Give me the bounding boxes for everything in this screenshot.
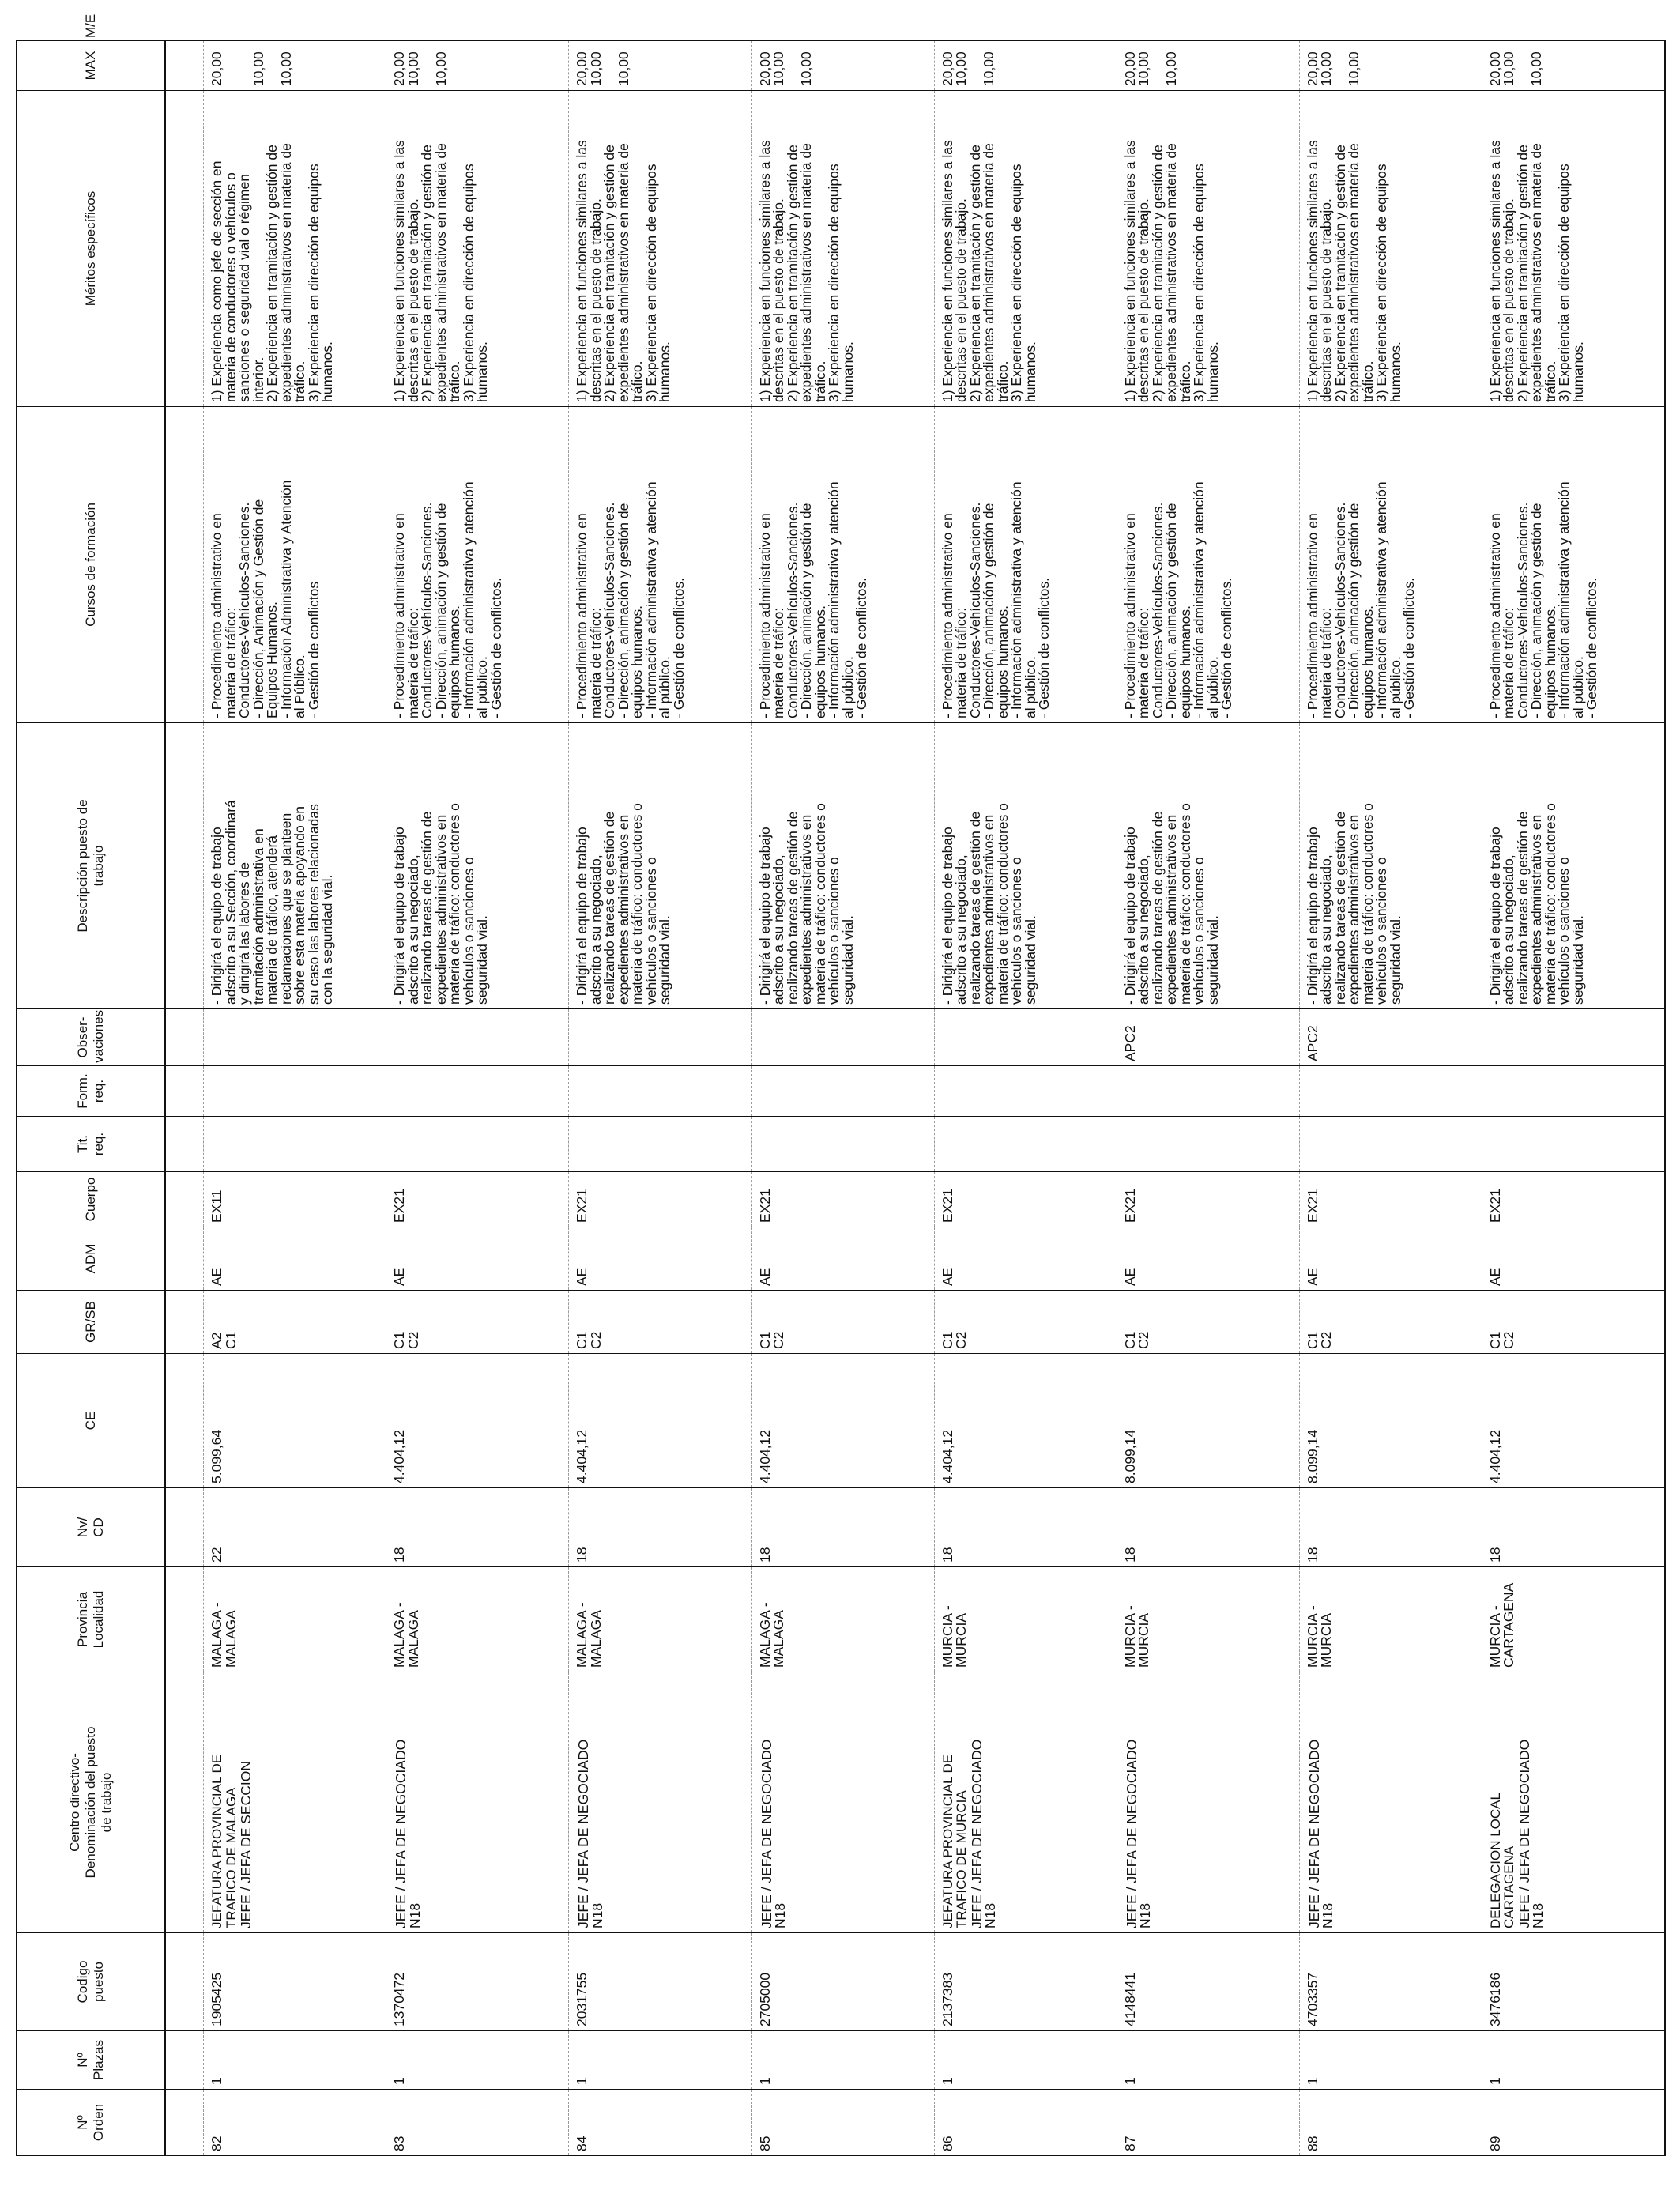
cell-tit <box>1299 1117 1482 1172</box>
cell-provincia: MURCIA - MURCIA <box>934 1567 1117 1672</box>
cell-adm: AE <box>1482 1227 1665 1291</box>
cell-grupo: C1 C2 <box>1482 1291 1665 1354</box>
table-row <box>569 41 751 2156</box>
header-form: Form. req. <box>17 1066 165 1117</box>
cell-provincia: MURCIA - MURCIA <box>1117 1567 1299 1672</box>
cell-codigo: 2705000 <box>751 1933 934 2031</box>
cell-grupo: C1 C2 <box>751 1291 934 1354</box>
cell-orden: 84 <box>569 2090 751 2156</box>
cell-orden: 85 <box>751 2090 934 2156</box>
cell-unidad: DELEGACION LOCAL CARTAGENA <box>1487 1793 1517 1928</box>
cell-meritos: 1) Experiencia en funciones similares a las descritas en el puesto de trabajo. 2) Experiencia en tramitación y gestión de expedientes administrativos en materia de tráfico. 3) Experiencia en dirección de equipos humanos. <box>1482 91 1665 407</box>
cell-form <box>1482 1066 1665 1117</box>
table-body <box>165 41 1665 2156</box>
cell-cursos: - Procedimiento administrativo en materia de tráfico: Conductores-Vehículos-Sanciones. - Dirección, animación y gestión de equipos humanos. - Información administrativa y atención al público. - Gestión de conflictos. <box>1117 407 1299 723</box>
header-ce: CE <box>17 1354 165 1488</box>
header-row: Nº Orden Nº Plazas Codigo puesto Centro directivo- Denominación del puesto de trabajo Provincia Localidad Nv/ CD CE GR/SB ADM Cuerpo Tit. req. Form. req. Obser- vaciones Descripción puesto de trabajo Cursos de formación Méritos específicos MAX M/E <box>17 41 165 2156</box>
cell-ce: 4.404,12 <box>386 1354 569 1488</box>
cell-cursos: - Procedimiento administrativo en materia de tráfico: Conductores-Vehículos-Sanciones. - Dirección, animación y gestión de equipos humanos. - Información administrativa y atención al público. - Gestión de conflictos. <box>569 407 751 723</box>
cell-observaciones <box>204 1009 386 1066</box>
cell-orden: 88 <box>1299 2090 1482 2156</box>
cell-descripcion: - Dirigirá el equipo de trabajo adscrito a su negociado, realizando tareas de gestión de expedientes administrativos en materia de tráfico: conductores o vehículos o sanciones o seguridad vial. <box>1482 723 1665 1009</box>
cell-plazas: 1 <box>1299 2031 1482 2090</box>
cell-nivel: 18 <box>1117 1488 1299 1567</box>
cell-nivel: 18 <box>1482 1488 1665 1567</box>
cell-max: 20,00 10,00 10,00 <box>569 41 751 91</box>
cell-ce: 5.099,64 <box>204 1354 386 1488</box>
header-grupo: GR/SB <box>17 1291 165 1354</box>
cell-tit <box>569 1117 751 1172</box>
cell-centro <box>1482 1672 1665 1933</box>
table-row <box>1299 41 1482 2156</box>
cell-cursos: - Procedimiento administrativo en materia de tráfico: Conductores-Vehículos-Sanciones. - Dirección, animación y gestión de equipos humanos. - Información administrativa y atención al público. - Gestión de conflictos. <box>751 407 934 723</box>
header-tit: Tit. req. <box>17 1117 165 1172</box>
cell-unidad: JEFATURA PROVINCIAL DE TRAFICO DE MALAGA <box>209 1754 239 1928</box>
cell-form <box>204 1066 386 1117</box>
cell-orden: 87 <box>1117 2090 1299 2156</box>
cell-codigo: 1905425 <box>204 1933 386 2031</box>
cell-orden: 86 <box>934 2090 1117 2156</box>
cell-descripcion: - Dirigirá el equipo de trabajo adscrito a su negociado, realizando tareas de gestión de expedientes administrativos en materia de tráfico: conductores o vehículos o sanciones o seguridad vial. <box>751 723 934 1009</box>
cell-cursos: - Procedimiento administrativo en materia de tráfico: Conductores-Vehículos-Sanciones. - Dirección, Animación y Gestión de Equipos Humanos. - Información Administrativa y Atención al Público. - Gestión de conflictos <box>204 407 386 723</box>
cell-nivel: 18 <box>569 1488 751 1567</box>
cell-centro <box>751 1672 934 1933</box>
cell-orden: 82 <box>204 2090 386 2156</box>
cell-form <box>569 1066 751 1117</box>
cell-form <box>1117 1066 1299 1117</box>
table-row <box>386 41 569 2156</box>
cell-cuerpo: EX21 <box>1117 1172 1299 1227</box>
cell-nivel: 18 <box>386 1488 569 1567</box>
header-plazas: Nº Plazas <box>17 2031 165 2090</box>
cell-max: 20,00 10,00 10,00 <box>1299 41 1482 91</box>
cell-descripcion: - Dirigirá el equipo de trabajo adscrito a su negociado, realizando tareas de gestión de expedientes administrativos en materia de tráfico: conductores o vehículos o sanciones o seguridad vial. <box>569 723 751 1009</box>
cell-ce: 8.099,14 <box>1299 1354 1482 1488</box>
cell-tit <box>1117 1117 1299 1172</box>
cell-max: 20,00 10,00 10,00 <box>1482 41 1665 91</box>
cell-plazas: 1 <box>1482 2031 1665 2090</box>
blank-spacer-row <box>165 41 204 2156</box>
cell-tit <box>204 1117 386 1172</box>
cell-plazas: 1 <box>1117 2031 1299 2090</box>
cell-codigo: 2137383 <box>934 1933 1117 2031</box>
cell-grupo: C1 C2 <box>569 1291 751 1354</box>
cell-descripcion: - Dirigirá el equipo de trabajo adscrito a su negociado, realizando tareas de gestión de expedientes administrativos en materia de tráfico: conductores o vehículos o sanciones o seguridad vial. <box>1117 723 1299 1009</box>
header-orden: Nº Orden <box>17 2090 165 2156</box>
cell-puesto: JEFE / JEFA DE NEGOCIADO N18 <box>1305 1739 1336 1928</box>
cell-centro <box>204 1672 386 1933</box>
cell-meritos: 1) Experiencia como jefe de sección en materia de conductores o vehículos o sanciones o seguridad vial o régimen interior. 2) Experiencia en tramitación y gestión de expedientes administrativos en materia de tráfico. 3) Experiencia en dirección de equipos humanos. <box>204 91 386 407</box>
cell-observaciones <box>934 1009 1117 1066</box>
cell-plazas: 1 <box>569 2031 751 2090</box>
cell-adm: AE <box>569 1227 751 1291</box>
cell-max: 20,00 10,00 10,00 <box>1117 41 1299 91</box>
header-cursos: Cursos de formación <box>17 407 165 723</box>
cell-grupo: C1 C2 <box>386 1291 569 1354</box>
cell-max: 20,00 10,00 10,00 <box>751 41 934 91</box>
cell-adm: AE <box>1117 1227 1299 1291</box>
cell-adm: AE <box>751 1227 934 1291</box>
header-provincia: Provincia Localidad <box>17 1567 165 1672</box>
cell-meritos: 1) Experiencia en funciones similares a las descritas en el puesto de trabajo. 2) Experiencia en tramitación y gestión de expedientes administrativos en materia de tráfico. 3) Experiencia en dirección de equipos humanos. <box>1299 91 1482 407</box>
cell-meritos: 1) Experiencia en funciones similares a las descritas en el puesto de trabajo. 2) Experiencia en tramitación y gestión de expedientes administrativos en materia de tráfico. 3) Experiencia en dirección de equipos humanos. <box>1117 91 1299 407</box>
header-cuerpo: Cuerpo <box>17 1172 165 1227</box>
table-row <box>751 41 934 2156</box>
cell-cursos: - Procedimiento administrativo en materia de tráfico: Conductores-Vehículos-Sanciones. - Dirección, animación y gestión de equipos humanos. - Información administrativa y atención al público. - Gestión de conflictos. <box>386 407 569 723</box>
cell-max: 20,00 10,00 10,00 <box>934 41 1117 91</box>
cell-form <box>386 1066 569 1117</box>
cell-puesto: JEFE / JEFA DE NEGOCIADO N18 <box>968 1739 999 1928</box>
cell-observaciones <box>569 1009 751 1066</box>
cell-cuerpo: EX21 <box>386 1172 569 1227</box>
table-row <box>1117 41 1299 2156</box>
cell-centro <box>1117 1672 1299 1933</box>
cell-centro <box>386 1672 569 1933</box>
cell-codigo: 3476186 <box>1482 1933 1665 2031</box>
cell-grupo: C1 C2 <box>1117 1291 1299 1354</box>
cell-centro <box>569 1672 751 1933</box>
cell-puesto: JEFE / JEFA DE NEGOCIADO N18 <box>575 1739 605 1928</box>
table-row <box>934 41 1117 2156</box>
cell-ce: 4.404,12 <box>1482 1354 1665 1488</box>
cell-codigo: 4703357 <box>1299 1933 1482 2031</box>
cell-orden: 89 <box>1482 2090 1665 2156</box>
cell-tit <box>934 1117 1117 1172</box>
cell-descripcion: - Dirigirá el equipo de trabajo adscrito a su negociado, realizando tareas de gestión de expedientes administrativos en materia de tráfico: conductores o vehículos o sanciones o seguridad vial. <box>934 723 1117 1009</box>
cell-meritos: 1) Experiencia en funciones similares a las descritas en el puesto de trabajo. 2) Experiencia en tramitación y gestión de expedientes administrativos en materia de tráfico. 3) Experiencia en dirección de equipos humanos. <box>386 91 569 407</box>
cell-observaciones: APC2 <box>1299 1009 1482 1066</box>
cell-grupo: C1 C2 <box>934 1291 1117 1354</box>
cell-plazas: 1 <box>204 2031 386 2090</box>
cell-provincia: MALAGA - MALAGA <box>386 1567 569 1672</box>
cell-codigo: 4148441 <box>1117 1933 1299 2031</box>
cell-ce: 8.099,14 <box>1117 1354 1299 1488</box>
cell-codigo: 2031755 <box>569 1933 751 2031</box>
cell-puesto: JEFE / JEFA DE SECCION <box>238 1761 254 1928</box>
cell-cursos: - Procedimiento administrativo en materia de tráfico: Conductores-Vehículos-Sanciones. - Dirección, animación y gestión de equipos humanos. - Información administrativa y atención al público. - Gestión de conflictos. <box>1482 407 1665 723</box>
header-adm: ADM <box>17 1227 165 1291</box>
table-row <box>1482 41 1665 2156</box>
header-meritos: Méritos específicos <box>17 91 165 407</box>
cell-cuerpo: EX21 <box>751 1172 934 1227</box>
cell-ce: 4.404,12 <box>751 1354 934 1488</box>
job-positions-table <box>16 13 1666 2156</box>
cell-puesto: JEFE / JEFA DE NEGOCIADO N18 <box>393 1739 423 1928</box>
cell-observaciones <box>1482 1009 1665 1066</box>
cell-ce: 4.404,12 <box>934 1354 1117 1488</box>
cell-centro <box>934 1672 1117 1933</box>
cell-cursos: - Procedimiento administrativo en materia de tráfico: Conductores-Vehículos-Sanciones. - Dirección, animación y gestión de equipos humanos. - Información administrativa y atención al público. - Gestión de conflictos. <box>934 407 1117 723</box>
cell-tit <box>751 1117 934 1172</box>
cell-provincia: MALAGA - MALAGA <box>751 1567 934 1672</box>
header-observaciones: Obser- vaciones <box>17 1009 165 1066</box>
cell-provincia: MALAGA - MALAGA <box>204 1567 386 1672</box>
cell-meritos: 1) Experiencia en funciones similares a las descritas en el puesto de trabajo. 2) Experiencia en tramitación y gestión de expedientes administrativos en materia de tráfico. 3) Experiencia en dirección de equipos humanos. <box>569 91 751 407</box>
cell-form <box>751 1066 934 1117</box>
cell-grupo: C1 C2 <box>1299 1291 1482 1354</box>
cell-form <box>934 1066 1117 1117</box>
cell-adm: AE <box>1299 1227 1482 1291</box>
cell-max: 20,00 10,00 10,00 <box>204 41 386 91</box>
cell-grupo: A2 C1 <box>204 1291 386 1354</box>
cell-unidad: JEFATURA PROVINCIAL DE TRAFICO DE MURCIA <box>940 1754 970 1928</box>
header-nivel: Nv/ CD <box>17 1488 165 1567</box>
cell-nivel: 18 <box>751 1488 934 1567</box>
cell-cursos: - Procedimiento administrativo en materia de tráfico: Conductores-Vehículos-Sanciones. - Dirección, animación y gestión de equipos humanos. - Información administrativa y atención al público. - Gestión de conflictos. <box>1299 407 1482 723</box>
table-row <box>204 41 386 2156</box>
cell-observaciones <box>386 1009 569 1066</box>
cell-cuerpo: EX21 <box>1299 1172 1482 1227</box>
cell-provincia: MALAGA - MALAGA <box>569 1567 751 1672</box>
cell-descripcion: - Dirigirá el equipo de trabajo adscrito a su negociado, realizando tareas de gestión de expedientes administrativos en materia de tráfico: conductores o vehículos o sanciones o seguridad vial. <box>386 723 569 1009</box>
cell-observaciones <box>751 1009 934 1066</box>
cell-tit <box>386 1117 569 1172</box>
cell-plazas: 1 <box>934 2031 1117 2090</box>
cell-provincia: MURCIA - MURCIA <box>1299 1567 1482 1672</box>
header-descripcion: Descripción puesto de trabajo <box>17 723 165 1009</box>
cell-ce: 4.404,12 <box>569 1354 751 1488</box>
cell-nivel: 22 <box>204 1488 386 1567</box>
cell-descripcion: - Dirigirá el equipo de trabajo adscrito a su negociado, realizando tareas de gestión de expedientes administrativos en materia de tráfico: conductores o vehículos o sanciones o seguridad vial. <box>1299 723 1482 1009</box>
cell-descripcion: - Dirigirá el equipo de trabajo adscrito a su Sección, coordinará y dirigirá las labores de tramitación administrativa en materia de tráfico, atenderá reclamaciones que se planteen sobre esta materia apoyando en su caso las labores relacionadas con la seguridad vial. <box>204 723 386 1009</box>
cell-cuerpo: EX21 <box>934 1172 1117 1227</box>
cell-puesto: JEFE / JEFA DE NEGOCIADO N18 <box>1516 1739 1546 1928</box>
header-max: MAX <box>17 41 165 91</box>
cell-observaciones: APC2 <box>1117 1009 1299 1066</box>
cell-provincia: MURCIA - CARTAGENA <box>1482 1567 1665 1672</box>
cell-meritos: 1) Experiencia en funciones similares a las descritas en el puesto de trabajo. 2) Experiencia en tramitación y gestión de expedientes administrativos en materia de tráfico. 3) Experiencia en dirección de equipos humanos. <box>934 91 1117 407</box>
cell-puesto: JEFE / JEFA DE NEGOCIADO N18 <box>1123 1739 1154 1928</box>
cell-cuerpo: EX21 <box>569 1172 751 1227</box>
cell-adm: AE <box>934 1227 1117 1291</box>
cell-puesto: JEFE / JEFA DE NEGOCIADO N18 <box>758 1739 789 1928</box>
cell-codigo: 1370472 <box>386 1933 569 2031</box>
cell-plazas: 1 <box>386 2031 569 2090</box>
cell-orden: 83 <box>386 2090 569 2156</box>
cell-adm: AE <box>386 1227 569 1291</box>
cell-centro <box>1299 1672 1482 1933</box>
cell-max: 20,00 10,00 10,00 <box>386 41 569 91</box>
header-codigo: Codigo puesto <box>17 1933 165 2031</box>
cell-form <box>1299 1066 1482 1117</box>
cell-tit <box>1482 1117 1665 1172</box>
cell-adm: AE <box>204 1227 386 1291</box>
header-centro: Centro directivo- Denominación del puesto de trabajo <box>17 1672 165 1933</box>
cell-cuerpo: EX11 <box>204 1172 386 1227</box>
cell-meritos: 1) Experiencia en funciones similares a las descritas en el puesto de trabajo. 2) Experiencia en tramitación y gestión de expedientes administrativos en materia de tráfico. 3) Experiencia en dirección de equipos humanos. <box>751 91 934 407</box>
cell-plazas: 1 <box>751 2031 934 2090</box>
cell-nivel: 18 <box>1299 1488 1482 1567</box>
cell-cuerpo: EX21 <box>1482 1172 1665 1227</box>
cell-nivel: 18 <box>934 1488 1117 1567</box>
